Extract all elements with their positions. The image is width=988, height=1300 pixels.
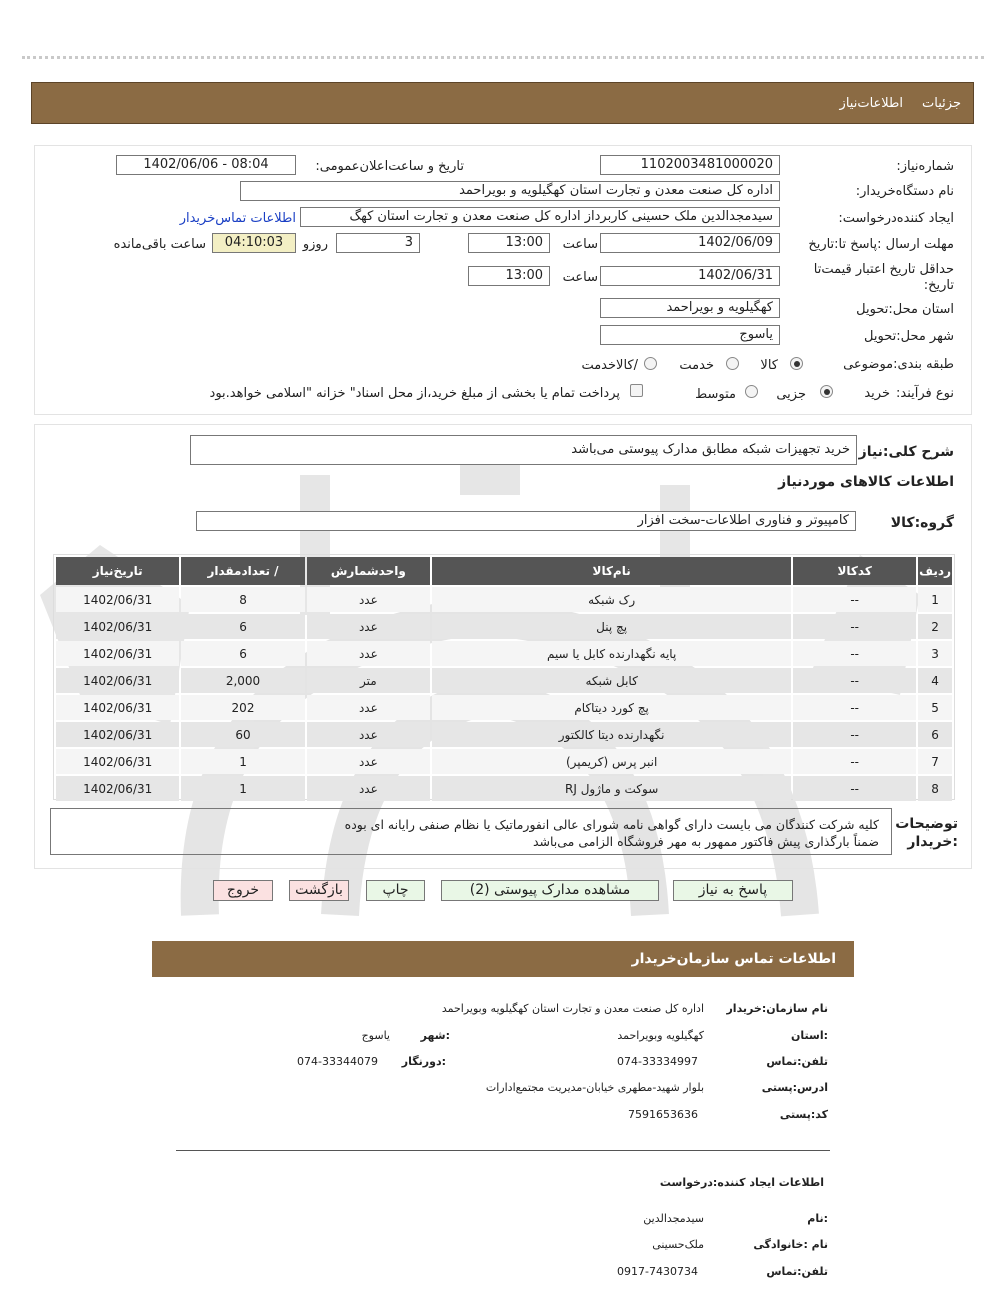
cell-date: 1402/06/31 [56, 587, 179, 612]
category-option-goods-service: /کالاخدمت [581, 358, 638, 373]
cell-row: 7 [918, 749, 952, 774]
org-city-value: یاسوج [361, 1029, 390, 1042]
col-name: نام‌کالا [432, 557, 791, 585]
deadline-time-label: ساعت [562, 237, 598, 252]
cell-qty: 60 [181, 722, 304, 747]
col-qty: / تعدادمقدار [181, 557, 304, 585]
title-bar [31, 82, 974, 124]
cell-row: 1 [918, 587, 952, 612]
cell-unit: عدد [307, 587, 430, 612]
goods-group-field: کامپیوتر و فناوری اطلاعات-سخت افزار [196, 511, 856, 531]
org-address-value: بلوار شهید-مطهری خیابان-مدیریت مجتمع‌ادارات [485, 1081, 704, 1094]
cell-qty: 6 [181, 641, 304, 666]
org-name-label: نام سازمان:خریدار [726, 1002, 828, 1015]
view-documents-button[interactable]: مشاهده مدارک پیوستی (2) [441, 880, 659, 901]
org-province-value: کهگیلویه وبویراحمد [617, 1029, 704, 1042]
cell-unit: متر [307, 668, 430, 693]
process-value: خرید [864, 386, 890, 401]
cell-name: انبر پرس (کریمپر) [432, 749, 791, 774]
table-row [56, 749, 952, 774]
creator-family-label: نام :خانوادگی [753, 1238, 828, 1251]
min-validity-label: حداقل تاریخ اعتبار قیمت‌تا تاریخ: [813, 262, 954, 293]
buyer-notes-line-1: کلیه شرکت کنندگان می بایست دارای گواهی نامه شورای عالی انفورماتیک یا نظام صنفی رایانه ای بوده [344, 817, 879, 832]
cell-unit: عدد [307, 695, 430, 720]
cell-row: 3 [918, 641, 952, 666]
deadline-time-field: 13:00 [468, 233, 550, 253]
need-number-field: 1102003481000020 [600, 155, 780, 175]
cell-name: پچ پنل [432, 614, 791, 639]
org-postal-value: 7591653636 [628, 1108, 698, 1121]
city-field: یاسوج [600, 325, 780, 345]
items-table-frame [53, 554, 955, 800]
cell-row: 6 [918, 722, 952, 747]
cell-code: -- [793, 668, 916, 693]
org-fax-value: 074-33344079 [297, 1055, 378, 1068]
category-label: طبقه بندی:موضوعی [843, 357, 954, 372]
cell-row: 2 [918, 614, 952, 639]
cell-qty: 1 [181, 749, 304, 774]
category-option-service: خدمت [679, 358, 714, 373]
buyer-contact-link[interactable]: اطلاعات تماس‌خریدار [179, 211, 296, 226]
cell-row: 5 [918, 695, 952, 720]
process-radio-minor[interactable] [820, 385, 833, 398]
cell-date: 1402/06/31 [56, 722, 179, 747]
table-row [56, 776, 952, 801]
table-row [56, 614, 952, 639]
province-field: کهگیلویه و بویراحمد [600, 298, 780, 318]
items-table [54, 555, 954, 803]
org-contact-title: اطلاعات تماس سازمان‌خریدار [631, 951, 836, 967]
validity-time-label: ساعت [562, 270, 598, 285]
cell-date: 1402/06/31 [56, 695, 179, 720]
process-label: نوع فرآیند: [896, 386, 954, 401]
buyer-field: اداره کل صنعت معدن و تجارت استان کهگیلویه و بویراحمد [240, 181, 780, 201]
col-date: تاریخ‌نیاز [56, 557, 179, 585]
top-divider [22, 56, 984, 59]
creator-family-value: ملک‌حسینی [652, 1238, 704, 1251]
days-field: 3 [336, 233, 420, 253]
province-label: استان محل:تحویل [856, 302, 954, 317]
remaining-label: ساعت باقی‌مانده [113, 237, 206, 252]
process-option-minor: جزیی [776, 387, 806, 402]
creator-field: سیدمجدالدین ملک حسینی کاربرداز اداره کل صنعت معدن و تجارت استان کهگ [300, 207, 780, 227]
announce-field: 1402/06/06 - 08:04 [116, 155, 296, 175]
cell-date: 1402/06/31 [56, 614, 179, 639]
remaining-time-field: 04:10:03 [212, 233, 296, 253]
org-phone-label: تلفن:تماس [766, 1055, 828, 1068]
cell-qty: 8 [181, 587, 304, 612]
cell-name: پچ کورد دیتاکام [432, 695, 791, 720]
need-number-label: شماره‌نیاز: [896, 159, 954, 174]
table-row [56, 668, 952, 693]
city-label: شهر محل:تحویل [864, 329, 954, 344]
org-address-label: ادرس:پستی [761, 1081, 828, 1094]
deadline-date-field: 1402/06/09 [600, 233, 780, 253]
cell-name: رک شبکه [432, 587, 791, 612]
deadline-label: مهلت ارسال :پاسخ تا:تاریخ [808, 237, 954, 252]
goods-info-title: اطلاعات کالاهای موردنیاز [778, 474, 954, 490]
days-label: روزو [302, 237, 328, 252]
cell-name: نگهدارنده دیتا کالکتور [432, 722, 791, 747]
cell-date: 1402/06/31 [56, 668, 179, 693]
treasury-payment-checkbox[interactable] [630, 384, 643, 397]
summary-field: خرید تجهیزات شبکه مطابق مدارک پیوستی می‌باشد [190, 435, 857, 465]
cell-unit: عدد [307, 641, 430, 666]
cell-name: کابل شبکه [432, 668, 791, 693]
creator-name-label: :نام [807, 1212, 828, 1225]
org-phone-value: 074-33334997 [617, 1055, 698, 1068]
org-name-value: اداره کل صنعت معدن و تجارت استان کهگیلویه وبویراحمد [441, 1002, 704, 1015]
validity-date-field: 1402/06/31 [600, 266, 780, 286]
org-city-label: :شهر [420, 1029, 450, 1042]
creator-section-title: اطلاعات ایجاد کننده:درخواست [659, 1176, 824, 1189]
org-contact-header [152, 941, 854, 977]
table-row [56, 587, 952, 612]
cell-code: -- [793, 641, 916, 666]
cell-qty: 2,000 [181, 668, 304, 693]
buyer-notes-label: توضیحات :خریدار [895, 816, 958, 850]
cell-code: -- [793, 614, 916, 639]
back-button[interactable]: بازگشت [289, 880, 349, 901]
cell-unit: عدد [307, 749, 430, 774]
reply-button[interactable]: پاسخ به نیاز [673, 880, 793, 901]
cell-name: پایه نگهدارنده کابل یا سیم [432, 641, 791, 666]
page-title: اطلاعات‌نیاز [839, 96, 903, 111]
org-postal-label: کد:پستی [779, 1108, 828, 1121]
title-details-link[interactable]: جزئیات [922, 96, 961, 111]
cell-code: -- [793, 722, 916, 747]
exit-button[interactable]: خروج [213, 880, 273, 901]
creator-label: ایجاد کننده‌درخواست: [838, 211, 954, 226]
cell-row: 4 [918, 668, 952, 693]
cell-unit: عدد [307, 722, 430, 747]
print-button[interactable]: چاپ [366, 880, 425, 901]
items-header-row [56, 557, 952, 585]
table-row [56, 641, 952, 666]
creator-phone-value: 0917-7430734 [617, 1265, 698, 1278]
cell-code: -- [793, 776, 916, 801]
buyer-notes-line-2: ضمناً بارگذاری پیش فاکتور ممهور به مهر فروشگاه الزامی می‌باشد [532, 834, 879, 849]
table-row [56, 695, 952, 720]
cell-date: 1402/06/31 [56, 641, 179, 666]
category-option-goods: کالا [760, 358, 778, 373]
cell-date: 1402/06/31 [56, 776, 179, 801]
category-radio-goods[interactable] [790, 357, 803, 370]
cell-name: سوکت و ماژول RJ [432, 776, 791, 801]
cell-code: -- [793, 749, 916, 774]
buyer-label: نام دستگاه‌خریدار: [855, 184, 954, 199]
cell-unit: عدد [307, 614, 430, 639]
org-province-label: :استان [791, 1029, 828, 1042]
creator-phone-label: تلفن:تماس [766, 1265, 828, 1278]
cell-unit: عدد [307, 776, 430, 801]
category-radio-service[interactable] [726, 357, 739, 370]
buyer-notes-field [50, 808, 892, 855]
cell-code: -- [793, 695, 916, 720]
cell-code: -- [793, 587, 916, 612]
table-row [56, 722, 952, 747]
summary-label: شرح کلی:نیاز [858, 444, 954, 460]
section-divider [176, 1150, 830, 1151]
col-code: کدکالا [793, 557, 916, 585]
col-row: ردیف [918, 557, 952, 585]
cell-qty: 202 [181, 695, 304, 720]
announce-label: تاریخ و ساعت‌اعلان‌عمومی: [315, 159, 464, 174]
treasury-payment-text: پرداخت تمام یا بخشی از مبلغ خرید،از محل اسناد" خزانه "اسلامی خواهد.بود [209, 386, 620, 401]
cell-qty: 6 [181, 614, 304, 639]
col-unit: واحدشمارش [307, 557, 430, 585]
validity-time-field: 13:00 [468, 266, 550, 286]
cell-row: 8 [918, 776, 952, 801]
cell-date: 1402/06/31 [56, 749, 179, 774]
creator-name-value: سیدمجدالدین [643, 1212, 704, 1225]
category-radio-goods-service[interactable] [644, 357, 657, 370]
goods-group-label: گروه:کالا [890, 515, 954, 531]
cell-qty: 1 [181, 776, 304, 801]
org-fax-label: :دورنگار [401, 1055, 446, 1068]
process-option-medium: متوسط [695, 387, 736, 402]
process-radio-medium[interactable] [745, 385, 758, 398]
